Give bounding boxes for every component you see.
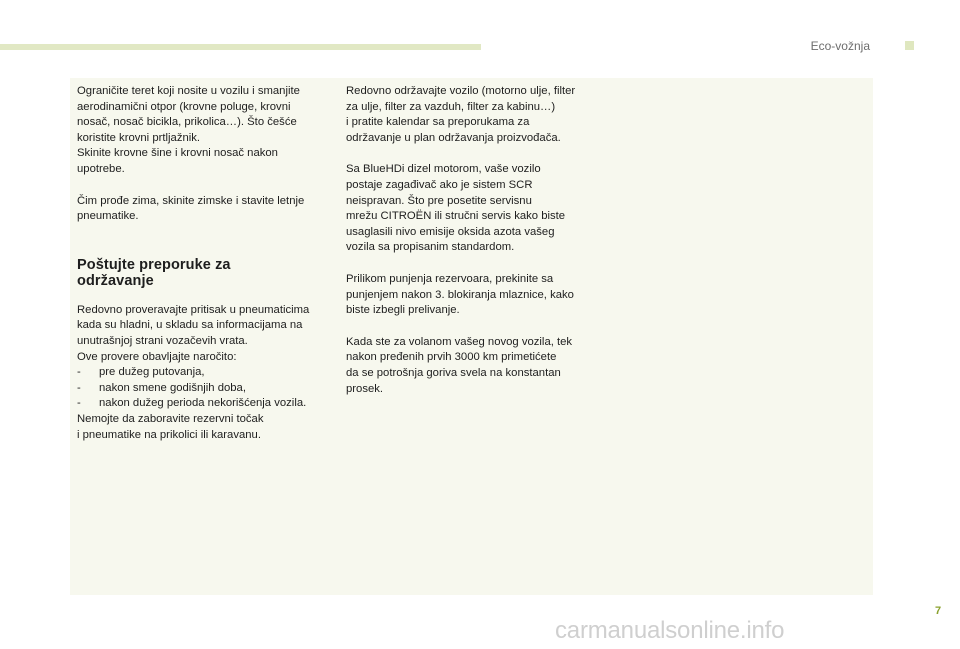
paragraph-refuel: Prilikom punjenja rezervoara, prekinite sa punjenjem nakon 3. blokiranja mlaznice, kako biste izbegli prelivanje.: [346, 272, 574, 317]
paragraph-service: Redovno održavajte vozilo (motorno ulje, filter za ulje, filter za vazduh, filter za kabinu…) i pratite kalendar sa preporukama za održavanje u plan održavanja proizvođača.: [346, 85, 576, 144]
paragraph-pressure: Redovno proveravajte pritisak u pneumaticima kada su hladni, u skladu sa informacijama na unutrašnjoj strani vozačevih vrata. Ove provere obavljajte naročito:: [77, 303, 310, 363]
paragraph-bluehdi: Sa BlueHDi dizel motorom, vaše vozilo postaje zagađivač ako je sistem SCR neispravan. Što pre posetite servisnu mrežu CITROËN ili stručni servis kako biste usaglasili nivo emisije oksida azota vašeg vozila sa propisanim standardom.: [346, 163, 566, 254]
watermark: carmanualsonline.info: [555, 617, 785, 644]
header-square-marker: [905, 41, 914, 50]
paragraph-tyres: Čim prođe zima, skinite zimske i stavite letnje pneumatike.: [77, 194, 305, 223]
paragraph-new-car: Kada ste za volanom vašeg novog vozila, tek nakon pređenih prvih 3000 km primetićete da se potrošnja goriva svela na konstantan prosek.: [346, 335, 573, 395]
list-item: - nakon smene godišnjih doba,: [77, 381, 246, 394]
check-list: [77, 365, 335, 412]
list-item: - nakon dužeg perioda nekorišćenja vozila.: [77, 397, 307, 410]
right-column: [346, 84, 608, 413]
paragraph-spare: Nemojte da zaboravite rezervni točak i pneumatike na prikolici ili karavanu.: [77, 412, 264, 441]
list-item: - pre dužeg putovanja,: [77, 366, 205, 379]
section-heading: Poštujte preporuke za održavanje: [77, 256, 231, 289]
header-accent-bar: [0, 44, 481, 50]
left-column: [77, 84, 335, 443]
paragraph-load: Ograničite teret koji nosite u vozilu i smanjite aerodinamični otpor (krovne poluge, krovni nosač, nosač bicikla, prikolica…). Što češće koristite krovni prtljažnik. Skinite krovne šine i krovni nosač nakon upotrebe.: [77, 85, 300, 175]
page-number: 7: [935, 605, 942, 617]
section-title: Eco-vožnja: [810, 39, 870, 53]
